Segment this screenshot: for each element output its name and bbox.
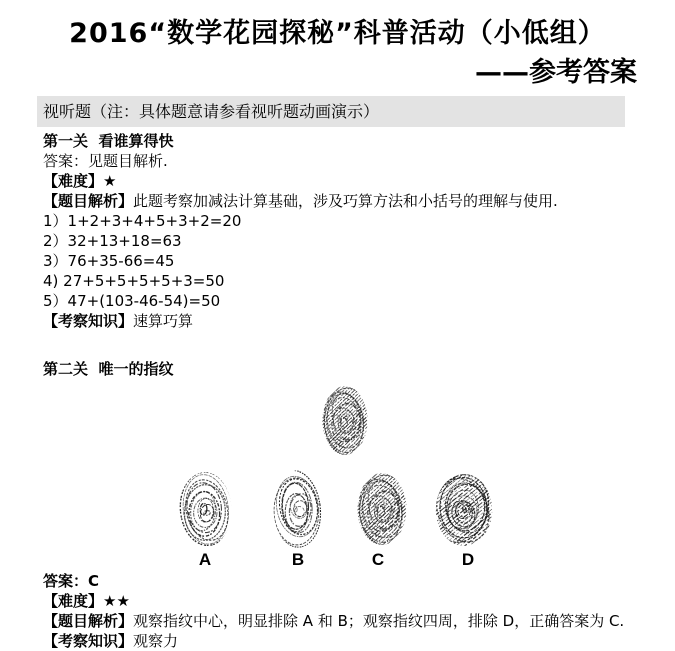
section2-answer-value: C [88, 572, 100, 590]
fingerprint-option-a [177, 470, 233, 550]
fingerprint-option-c [356, 471, 408, 547]
section2-knowledge-line [43, 631, 675, 651]
section2-answer-label: 答案： [43, 572, 89, 590]
equation-line: 4) 27+5+5+5+5+3=50 [43, 272, 225, 290]
document-title: 2016“数学花园探秘”科普活动（小低组） [69, 18, 606, 49]
fingerprint-sample [321, 384, 369, 457]
section2-knowledge-text: 观察力 [133, 632, 179, 650]
section2-knowledge-label: 【考察知识】 [43, 632, 134, 650]
equation-line: 2）32+13+18=63 [43, 232, 182, 250]
section1-answer-value: 见题目解析. [88, 152, 168, 170]
section1-knowledge-line [43, 311, 675, 331]
section-spacer [43, 331, 675, 359]
fingerprint-label-d: D [461, 550, 475, 569]
difficulty-stars: ★ [103, 172, 117, 190]
section2-heading: 第二关 唯一的指纹 [43, 360, 174, 378]
section-banner: 视听题（注：具体题意请参看视听题动画演示） [37, 96, 625, 127]
fingerprint-option-b [272, 468, 324, 550]
section1-analysis-label: 【题目解析】 [43, 192, 134, 210]
section2-analysis-label: 【题目解析】 [43, 612, 134, 630]
section2-analysis-text: 观察指纹中心，明显排除 A 和 B；观察指纹四周，排除 D，正确答案为 C. [133, 612, 625, 630]
document-subtitle: ——参考答案 [475, 57, 637, 88]
fingerprint-option-d [434, 472, 494, 548]
section1-answer-line [43, 151, 675, 171]
equation-line: 3）76+35-66=45 [43, 252, 175, 270]
document-body [43, 127, 675, 651]
section1-knowledge-label: 【考察知识】 [43, 312, 134, 330]
section1-answer-label: 答案： [43, 152, 89, 170]
fingerprint-label-a: A [198, 550, 212, 569]
section1-difficulty-line [43, 171, 675, 191]
section1-analysis-line [43, 191, 675, 211]
fingerprint-label-c: C [371, 550, 385, 569]
difficulty-stars: ★★ [103, 592, 130, 610]
section2-difficulty-label: 【难度】 [43, 592, 104, 610]
section1-heading: 第一关 看谁算得快 [43, 132, 174, 150]
section2-analysis-line [43, 611, 675, 631]
section1-difficulty-label: 【难度】 [43, 172, 104, 190]
section2-answer-line [43, 571, 675, 591]
section2-difficulty-line [43, 591, 675, 611]
section1-analysis-text: 此题考察加减法计算基础，涉及巧算方法和小括号的理解与使用. [133, 192, 558, 210]
equation-line: 1）1+2+3+4+5+3+2=20 [43, 212, 242, 230]
section1-knowledge-text: 速算巧算 [133, 312, 194, 330]
fingerprint-label-b: B [291, 550, 305, 569]
fingerprint-figure [0, 379, 675, 571]
equation-line: 5）47+(103-46-54)=50 [43, 292, 221, 310]
